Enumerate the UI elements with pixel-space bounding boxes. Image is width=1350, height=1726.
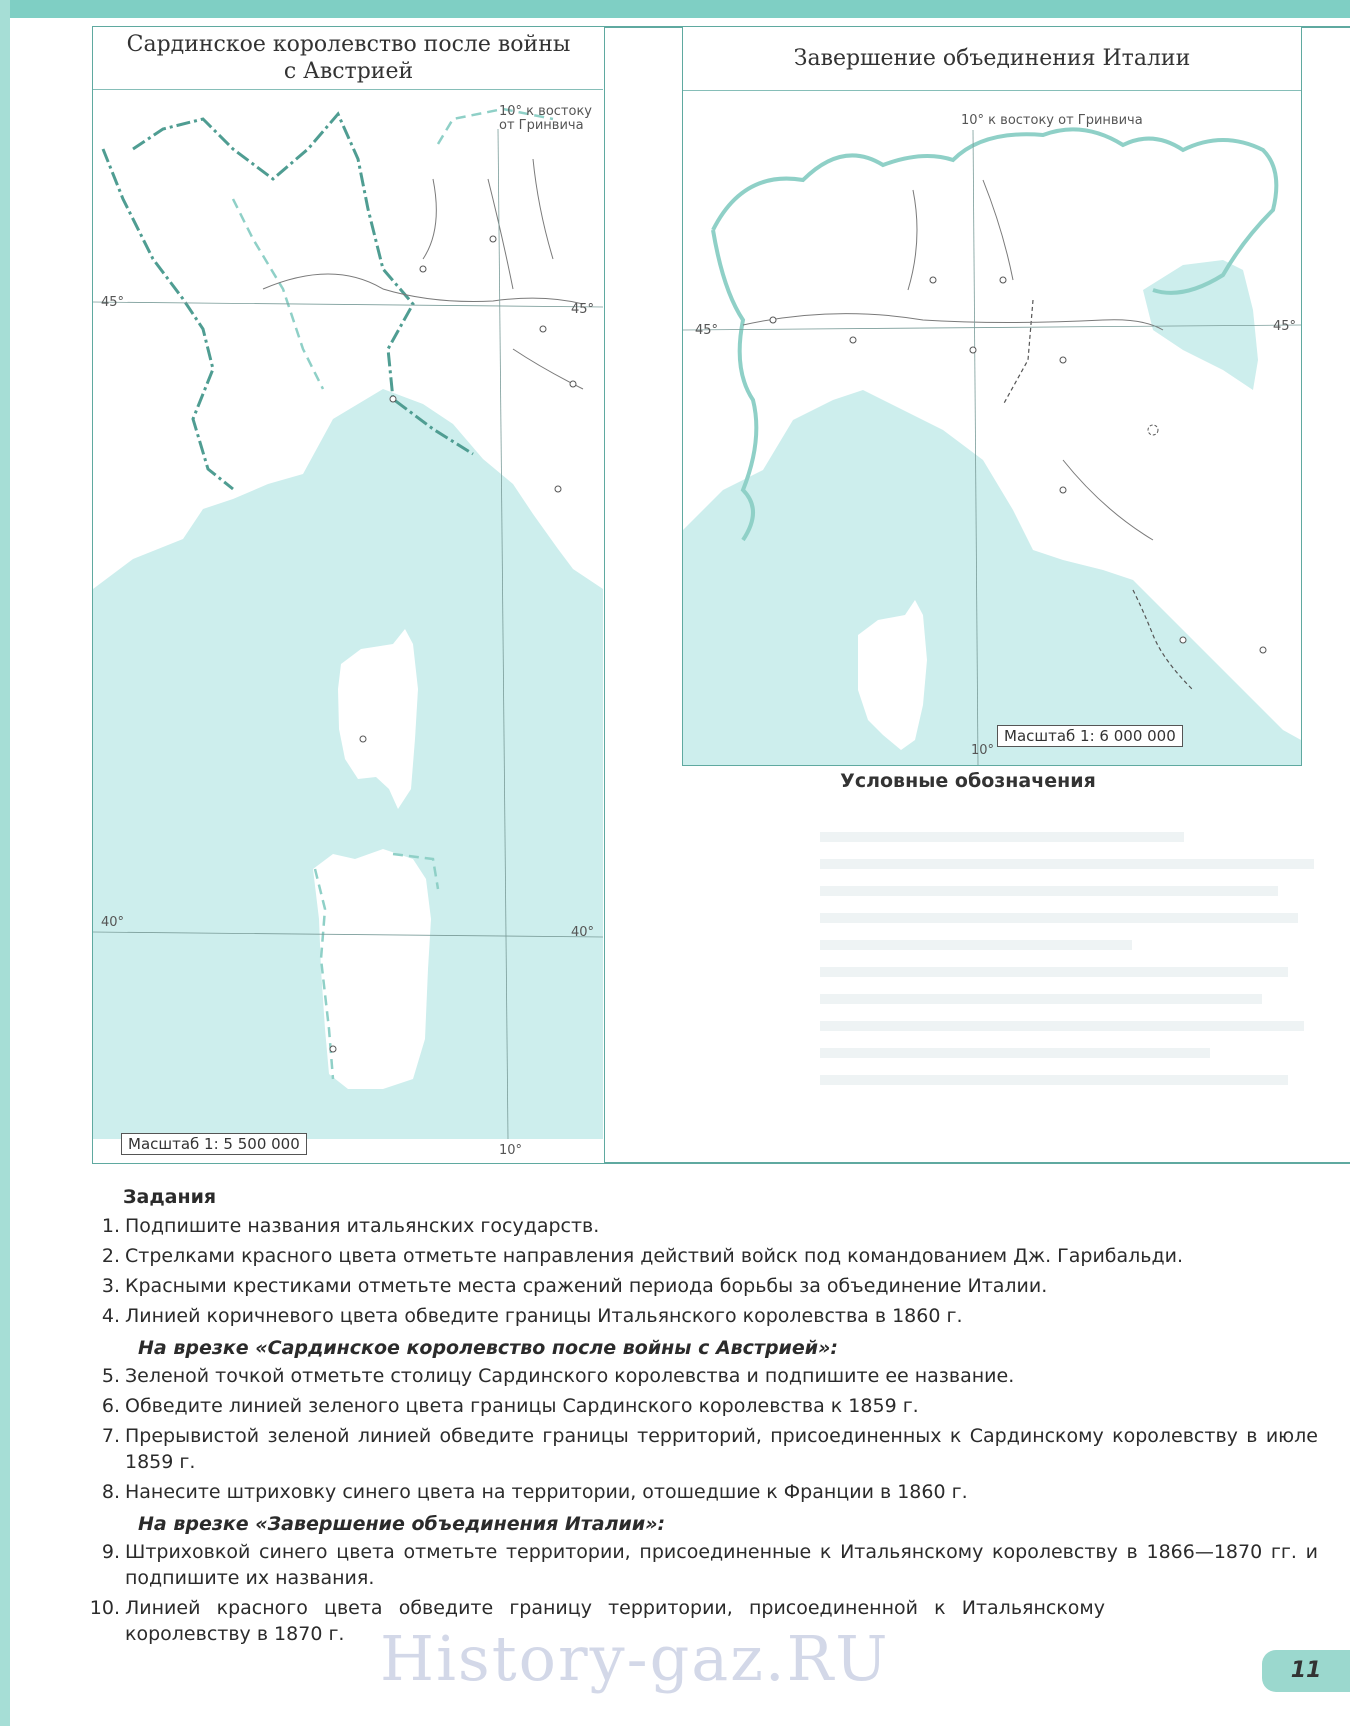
- map-title-line2: с Австрией: [283, 59, 414, 84]
- task-3: 3. Красными крестиками отметьте места сражений периода борьбы за объединение Италии.: [101, 1275, 1048, 1297]
- tasks-heading: Задания: [123, 1186, 217, 1208]
- map-title-line1: Сардинское королевство после войны: [126, 32, 571, 57]
- map-title: [93, 31, 604, 85]
- top-color-bar: [0, 0, 1350, 18]
- task-9: 9. Штриховкой синего цвета отметьте территории, присоединенные к Итальянскому королевству в 1866—1870 гг. и подпишите их названия.: [101, 1541, 1318, 1589]
- lat-45-right: 45°: [571, 302, 595, 317]
- left-color-bar: [0, 0, 10, 1726]
- legend-title: Условные обозначения: [840, 770, 1096, 792]
- task-2: 2. Стрелками красного цвета отметьте направления действий войск под командованием Дж. Гарибальди.: [101, 1245, 1184, 1267]
- task-4: 4. Линией коричневого цвета обведите границы Итальянского королевства в 1860 г.: [101, 1305, 963, 1327]
- tasks-section: [78, 1184, 1318, 1651]
- scale-label-right: Масштаб 1: 6 000 000: [997, 725, 1183, 747]
- lat-45-right-right-map: 45°: [1273, 319, 1297, 334]
- task-7: 7. Прерывистой зеленой линией обведите границы территорий, присоединенных к Сардинскому королевству в июле 1859 г.: [101, 1425, 1318, 1473]
- task-5: 5. Зеленой точкой отметьте столицу Сардинского королевства и подпишите ее название.: [101, 1365, 1015, 1387]
- subheading-sardinia: На врезке «Сардинское королевство после войны с Австрией»:: [138, 1337, 839, 1359]
- legend-area: [820, 815, 1340, 1102]
- map-sardinian-kingdom: [92, 26, 605, 1164]
- lat-45-left-right-map: 45°: [695, 323, 719, 338]
- map-unification-italy: [682, 26, 1302, 766]
- meridian-note-right: 10° к востоку от Гринвича: [961, 113, 1143, 128]
- subheading-unification: На врезке «Завершение объединения Италии»:: [138, 1513, 666, 1535]
- task-8: 8. Нанесите штриховку синего цвета на территории, отошедшие к Франции в 1860 г.: [101, 1481, 968, 1503]
- meridian-note: [499, 105, 592, 133]
- map-sardinia-drawing: [93, 89, 603, 1139]
- task-6: 6. Обведите линией зеленого цвета границы Сардинского королевства к 1859 г.: [101, 1395, 919, 1417]
- lon-10-bottom: 10°: [499, 1143, 523, 1158]
- meridian-note-line2: от Гринвича: [499, 118, 584, 133]
- meridian-note-line1: 10° к востоку: [499, 104, 592, 119]
- lat-40-right: 40°: [571, 925, 595, 940]
- scale-label: Масштаб 1: 5 500 000: [121, 1133, 307, 1155]
- task-10: 10. Линией красного цвета обведите границу территории, присоединенной к Итальянскому королевству в 1870 г.: [89, 1597, 1105, 1645]
- map-italy-drawing: [683, 90, 1301, 765]
- task-1: 1. Подпишите названия итальянских государств.: [101, 1215, 600, 1237]
- lat-45-left: 45°: [101, 295, 125, 310]
- lon-10-bottom-right-map: 10°: [971, 743, 995, 758]
- page-number: 11: [1262, 1650, 1350, 1692]
- watermark: History-gaz.RU: [380, 1622, 890, 1695]
- lat-40-left: 40°: [101, 915, 125, 930]
- map-title-right: Завершение объединения Италии: [793, 46, 1191, 71]
